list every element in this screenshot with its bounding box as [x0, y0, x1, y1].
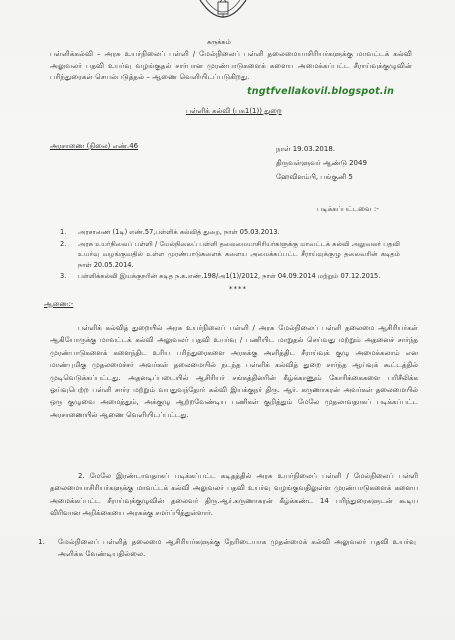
- recommendation-text: மேல்நிலைப் பள்ளித் தலைமை ஆசிரியர்களுக்கு நேரிடையாக முதன்மைக் கல்வி அலுவலர் பதவி உயர்வு அளிக்க வேண்டியதில்லை.: [58, 537, 416, 559]
- reference-text: பள்ளிக்கல்வி இயக்குநரின் கடித ந.க.எண்.198/அ1(1)/2012, நாள் 04.09.2014 மற்றும் 07.12.2015.: [78, 272, 381, 280]
- order-number: அரசாணை (நிலை) எண்.46: [50, 142, 139, 150]
- tamil-year: திருவள்ளுவர் ஆண்டு 2049: [276, 159, 367, 167]
- section-separator: ****: [229, 285, 247, 293]
- body-paragraph-2: 2. மேலே இரண்டாவதாகப் படிக்கப்பட்ட கடிதத்தில் அரசு உயர்நிலைப் பள்ளி / மேல்நிலைப் பள்ளி தலைமையாசிரியர்களுக்கு மாவட்டக் கல்வி அலுவலர் பதவி உயர்வு வழங்குவதிலுள்ள முரண்பாடுகளைக் களைய அமைக்கப்பட்ட சீராய்வுக்குழுவின் தலைவர் திரு.ஆர்.கருணாகரன் கீழ்க்கண்ட 14 பரிந்துரைகளுடன் கூடிய விரிவான அறிக்கையை அரசுக்கு சமர்ப்பித்துள்ளார்.: [50, 472, 418, 518]
- reference-number: 2.: [60, 239, 67, 248]
- order-date: நாள் 19.03.2018.: [276, 145, 335, 153]
- recommendation-number: 1.: [38, 537, 45, 546]
- reference-item: [60, 227, 400, 238]
- government-emblem-icon: [196, 0, 250, 28]
- government-heading: சுருக்கம்: [207, 38, 231, 46]
- reference-item: [60, 271, 400, 282]
- order-label: ஆணை:-: [44, 300, 74, 308]
- references-heading: படிக்கப்பட்டவை :-: [317, 205, 379, 213]
- subject-paragraph: பள்ளிக்கல்வி – அரசு உயர்நிலைப் பள்ளி / மேல்நிலைப் பள்ளி தலைமையாசிரியர்களுக்கு மாவட்டக் கல்வி அலுவலர் பதவி உயர்வு வழங்குதல் சார்பான முரண்பாடுகளைக் களைய அமைக்கப்பட்ட சீராய்வுக்குழுவின் பரிந்துரைகள் செயல்படுத்தல் – ஆணை வெளியிடப்படுகிறது.: [50, 49, 412, 81]
- reference-number: 3.: [60, 272, 67, 280]
- order-date-block: [276, 142, 367, 184]
- recommendation-item: [38, 536, 416, 561]
- reference-number: 1.: [60, 228, 67, 236]
- blog-watermark: tngtfvellakovil.blogspot.in: [247, 86, 395, 97]
- body-paragraph-1: பள்ளிக் கல்வித் துறையில் அரசு உயர்நிலைப் பள்ளி / அரசு மேல்நிலைப் பள்ளி தலைமை ஆசிரியர்கள் ஆகியோருக்கு மாவட்டக் கல்வி அலுவலர் பதவி உயர்வு / பணியிட மாறுதல் செய்வது மற்றும் அதனைச் சார்ந்த முரண்பாடுகளைக் களைந்திட உரிய பரிந்துரைகளை அரசுக்கு அளித்திட சீராய்வுக் குழு அமைக்கலாம் என மாண்புமிகு முதலமைச்சர் அவர்கள் தலைமையில் நடந்த பள்ளிக் கல்வித் துறை சார்ந்த ஆய்வுக் கூட்டத்தில் முடிவெடுக்கப்பட்டது. அதனடிப்படையில் ஆசிரியர் சங்கத்தினரின் கீழ்க்காணும் கோரிக்கைகளை பரிசீலிக்க ஓய்வுபெற்ற பள்ளி சார்ர மற்றும் வயதுவந்தோர் கல்வி இயக்குநர் திரு. ஆர். கருணாகரன் அவர்கள் தலைமையில் ஒரு குழுவை அமைத்தும், அக்குழு ஆற்றவேண்டிய பணிகள் குறித்தும் மேலே முதலாவதாகப் படிக்கப்பட்ட அரசாணையில் ஆணை வெளியிடப்பட்டது.: [50, 324, 418, 419]
- references-list: [60, 227, 400, 283]
- tamil-date: ஹேவிளம்பி, பங்குனி 5: [276, 173, 353, 181]
- department-heading: பள்ளிக் கல்வி (பக1(1)) துறை: [186, 107, 282, 115]
- reference-text: அரசாணை (1டி) எண்.57,பள்ளிக் கல்வித் துறை, நாள் 05.03.2013.: [78, 228, 280, 236]
- reference-text: அரசு உயர்நிலைப் பள்ளி / மேல்நிலைப் பள்ளி தலைமையாசிரியர்களுக்கு மாவட்டக் கல்வி அலுவலர் பதவி உயர்வு வழங்குவதில் உள்ள முரண்பாடுகளைக் களைய அமைக்கப்பட்ட சீராய்வுக்குழு தலைவரின் கடிதம் நாள் 20.05.2014.: [78, 239, 400, 269]
- reference-item: [60, 239, 400, 271]
